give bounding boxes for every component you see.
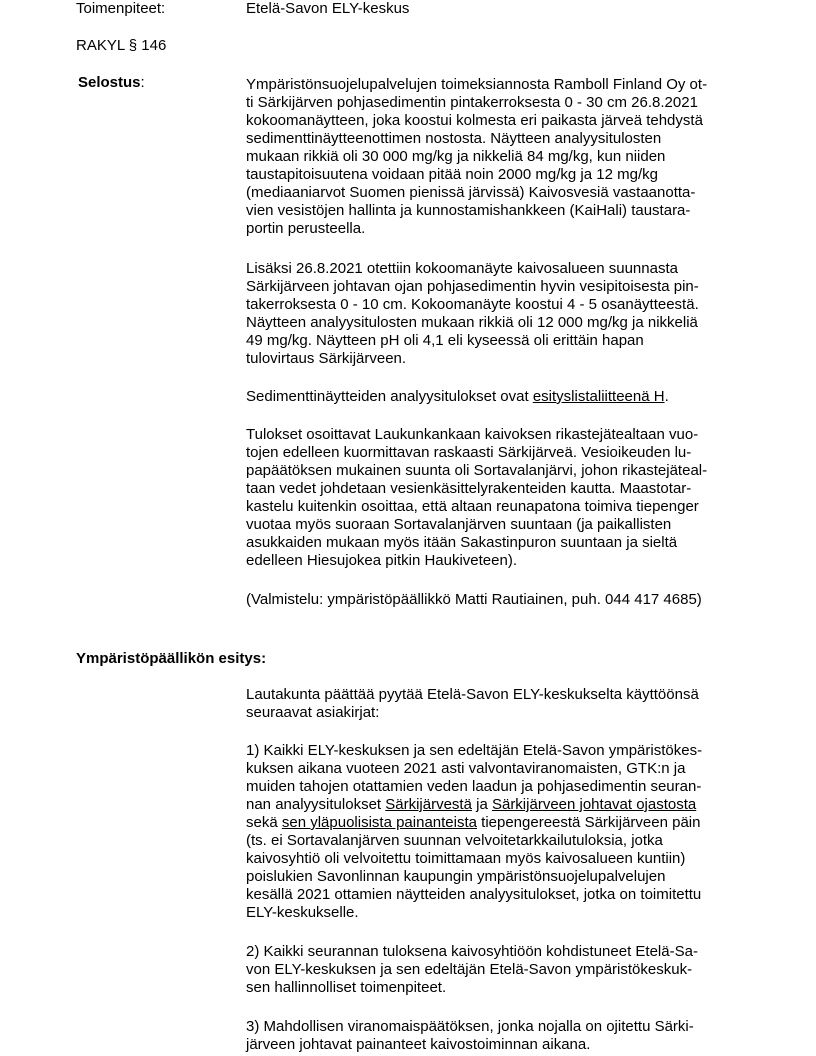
ojasto-link[interactable]: Särkijärveen johtavat ojastosta: [491, 796, 697, 813]
esitys-heading: Ympäristöpäällikön esitys:: [76, 650, 267, 667]
section-number: RAKYL § 146: [76, 37, 167, 54]
sarkijarvi-link[interactable]: Särkijärvestä: [385, 796, 472, 813]
selostus-paragraph-4: Tulokset osoittavat Laukunkankaan kaivoksen rikastejätealtaan vuo- tojen edelleen kuormittavan raskaasti Särkijärveä. Vesioikeuden lu- papäätöksen mukainen suunta oli Sortavalanjärvi, johon rikastejäteal- taan vedet johdetaan vesienkäsittelyrakenteiden kautta. Maastotar- kastelu kuitenkin osoittaa, että altaan reunapatona toimiva tiepenger vuotaa myös suoraan Sortavalanjärven suuntaan (ja paikallisten asukkaiden mukaan myös itään Sakastinpuron suuntaan ja sieltä edelleen Hiesujokea pitkin Haukiveteen).: [246, 426, 708, 569]
selostus-preparer-note: (Valmistelu: ympäristöpäällikkö Matti Rautiainen, puh. 044 417 4685): [246, 591, 702, 608]
selostus-paragraph-2: Lisäksi 26.8.2021 otettiin kokoomanäyte kaivosalueen suunnasta Särkijärveen johtavan ojan pohjasedimentin hyvin vesipitoisesta pin- takerroksesta 0 - 10 cm. Kokoomanäyte koostui 4 - 5 osanäytteestä. Näytteen analyysitulosten mukaan rikkiä oli 12 000 mg/kg ja nikkeliä 49 mg/kg. Näytteen pH oli 4,1 eli kyseessä oli erittäin hapan tulovirtaus Särkijärveen.: [246, 260, 699, 367]
esitys-item-3: 3) Mahdollisen viranomaispäätöksen, jonka nojalla on ojitettu Särki- järveen johtavat painanteet kaivostoiminnan aikana.: [246, 1018, 694, 1053]
esitys-intro: Lautakunta päättää pyytää Etelä-Savon ELY-keskukselta käyttöönsä seuraavat asiakirjat:: [246, 686, 699, 721]
selostus-label: Selostus:: [78, 74, 145, 91]
toimenpiteet-label: Toimenpiteet:: [76, 0, 166, 17]
esitys-item-2: 2) Kaikki seurannan tuloksena kaivosyhtiöön kohdistuneet Etelä-Sa- von ELY-keskuksen ja sen edeltäjän Etelä-Savon ympäristökeskuk- sen hallinnolliset toimenpiteet.: [246, 943, 698, 996]
esitys-item-1: 1) Kaikki ELY-keskuksen ja sen edeltäjän Etelä-Savon ympäristökes- kuksen aikana vuoteen 2021 asti valvontaviranomaisten, GTK:n ja muiden tahojen otattamien veden laadun ja pohjasedimentin seuran- nan analyysitulokset Särkijärvestä ja Särkijärveen johtavat ojastosta sekä sen yläpuolisista painanteista tiepengereestä Särkijärveen päin (ts. ei Sortavalanjärven suunnan velvoitetarkkailutuloksia, jotka kaivosyhtiö oli velvoitettu toimittamaan myös kaivosalueen kuntiin) poislukien Savonlinnan kaupungin ympäristönsuojelupalvelujen kesällä 2021 ottamien näytteiden analyysitulokset, jotka on toimitettu ELY-keskukselle.: [246, 742, 703, 921]
selostus-paragraph-1: Ympäristönsuojelupalvelujen toimeksiannosta Ramboll Finland Oy ot- ti Särkijärven pohjasedimentin pintakerroksesta 0 - 30 cm 26.8.2021 kokoomanäytteen, joka koostui kolmesta eri paikasta järveä tehdystä sedimenttinäytteenottimen nostosta. Näytteen analyysitulosten mukaan rikkiä oli 30 000 mg/kg ja nikkeliä 84 mg/kg, kun niiden taustapitoisuutena voidaan pitää noin 2000 mg/kg ja 12 mg/kg (mediaaniarvot Suomen pienissä järvissä) Kaivosvesiä vastaanotta- vien vesistöjen hallinta ja kunnostamishankkeen (KaiHali) taustara- portin perusteella.: [246, 76, 708, 237]
toimenpiteet-value: Etelä-Savon ELY-keskus: [246, 0, 410, 17]
attachment-h-link[interactable]: esityslistaliitteenä H: [532, 388, 665, 405]
selostus-paragraph-3: Sedimenttinäytteiden analyysitulokset ovat esityslistaliitteenä H.: [246, 388, 669, 405]
painanteet-link[interactable]: sen yläpuolisista painanteista: [281, 814, 477, 831]
